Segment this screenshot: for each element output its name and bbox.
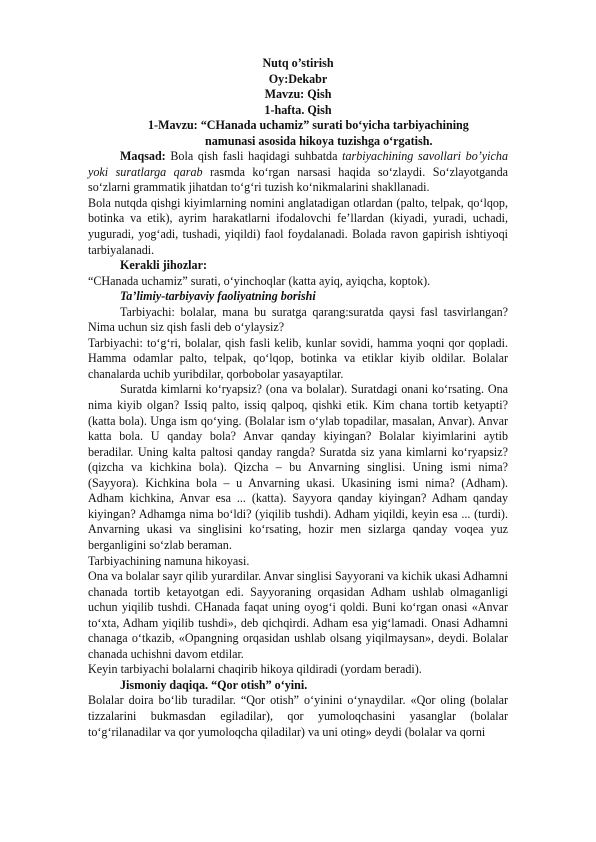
game-heading: Jismoniy daqiqa. “Qor otish” o‘yini. [120,677,308,692]
goal-label: Maqsad: [120,149,166,164]
document-page [88,56,508,740]
game-text: Bolalar doira bo‘lib turadilar. “Qor otish” o‘yinini o‘ynaydilar. «Qor oling (bolalar tizzalarini bukmasdan egiladilar), qor yumoloqchasini yasanglar (bolalar to‘g‘rilanadilar va qor yumoloqcha qiladilar) va uni oting» deydi (bolalar va qorni [88,693,508,739]
month-line: Oy:Dekabr [268,71,328,86]
goal-paragraph-2: Bola nutqda qishgi kiyimlarning nomini anglatadigan otlardan (palto, telpak, qo‘lqop, botinka va etik), ayrim harakatlarni ifodalovchi fe’llardan (kiyadi, yuradi, uchadi, yuguradi, yog‘adi, tushadi, yiqildi) faol foydalanadi. Bolada ravon gapirish ishtiyoqi tarbiyalanadi. [88,195,508,257]
activity-paragraph-2: Tarbiyachi: to‘g‘ri, bolalar, qish fasli kelib, kunlar sovidi, hamma yoqni qor qopladi. Hamma odamlar palto, telpak, qo‘lqop, botinka va etiklar kiyib oldilar. Bolalar chanalarda uchib yuribdilar, qorbobolar yasayaptilar. [88,335,508,381]
theme-line: Mavzu: Qish [264,87,332,102]
activity-paragraph-6: Keyin tarbiyachi bolalarni chaqirib hikoya qildiradi (yordam beradi). [88,662,422,677]
activity-paragraph-1: Tarbiyachi: bolalar, mana bu suratga qarang:suratda qaysi fasl tasvirlangan? Nima uchun siz qish fasli deb o‘ylaysiz? [88,304,508,335]
sample-story-heading: Tarbiyachining namuna hikoyasi. [88,553,250,568]
activity-heading: Ta’limiy-tarbiyaviy faoliyatning borishi [120,289,316,304]
goal-text-2: rasmda ko‘rgan narsasi haqida so‘zlaydi. So‘zlayotganda so‘zlarni grammatik jihatdan to‘g‘ri tuzish ko‘nikmalarini shakllanadi. [88,164,508,195]
goal-italic: tarbiyachining savollari bo’yicha yoki suratlarga qarab [88,149,508,179]
goal-paragraph [88,149,508,196]
sample-story: Ona va bolalar sayr qilib yurardilar. Anvar singlisi Sayyorani va kichik ukasi Adhamni chanada tortib ketayotgan edi. Sayyoraning orqasidan Adham ushlab olmaganligi uchun yiqilib tushdi. CHanada faqat uning oyog‘i qoldi. Buni ko‘rgan onasi «Anvar to‘xta, Adham yiqilib tushdi», deb qichqirdi. Adham esa yig‘lamadi. Onasi Adhamni chanaga o‘tkazib, «Opangning orqasidan ushlab olsang yiqilmaysan», deydi. Bolalar chanada uchishni davom etdilar. [88,569,508,661]
activity-paragraph-3: Suratda kimlarni ko‘ryapsiz? (ona va bolalar). Suratdagi onani ko‘rsating. Ona nima kiyib olgan? Issiq palto, issiq qalpoq, qishki etik. Kim chana tortib ketyapti? (katta bola). Unga ism qo‘ying. (Bolalar ism o‘ylab topadilar, masalan, Anvar). Anvar katta bola. U qanday bola? Anvar qanday kiyingan? Bolalar kiyimlarini aytib beradilar. Uning kalta paltosi qanday rangda? Suratda siz yana kimlarni ko‘ryapsiz? (qizcha va kichkina bola). Qizcha – bu Anvarning singlisi. Uning ismi nima? (Sayyora). Kichkina bola – u Anvarning ukasi. Ukasining ismi nima? (Adham). Adham kichkina, Anvar esa ... (katta). Sayyora qanday kiyingan? Adham qanday kiyingan? Adhamga nima bo‘ldi? (yiqilib tushdi). Adham yiqildi, keyin esa ... (turdi). Anvarning ukasi va singlisini ko‘rsating, hozir men sizlarga qanday voqea yuz berganligini so‘zlab beraman. [88,382,508,552]
week-line: 1-hafta. Qish [264,102,332,117]
document-title: Nutq o’stirish [262,56,334,70]
materials-text: “CHanada uchamiz” surati, o‘yinchoqlar (katta ayiq, ayiqcha, koptok). [88,273,431,288]
topic-line-2: namunasi asosida hikoya tuzishga o‘rgatish. [205,133,433,148]
topic-line-1: 1-Mavzu: “CHanada uchamiz” surati bo‘yicha tarbiyachining [148,118,469,133]
materials-label: Kerakli jihozlar: [120,258,207,273]
goal-text-1: Bola qish fasli haqidagi suhbatda [165,149,343,164]
